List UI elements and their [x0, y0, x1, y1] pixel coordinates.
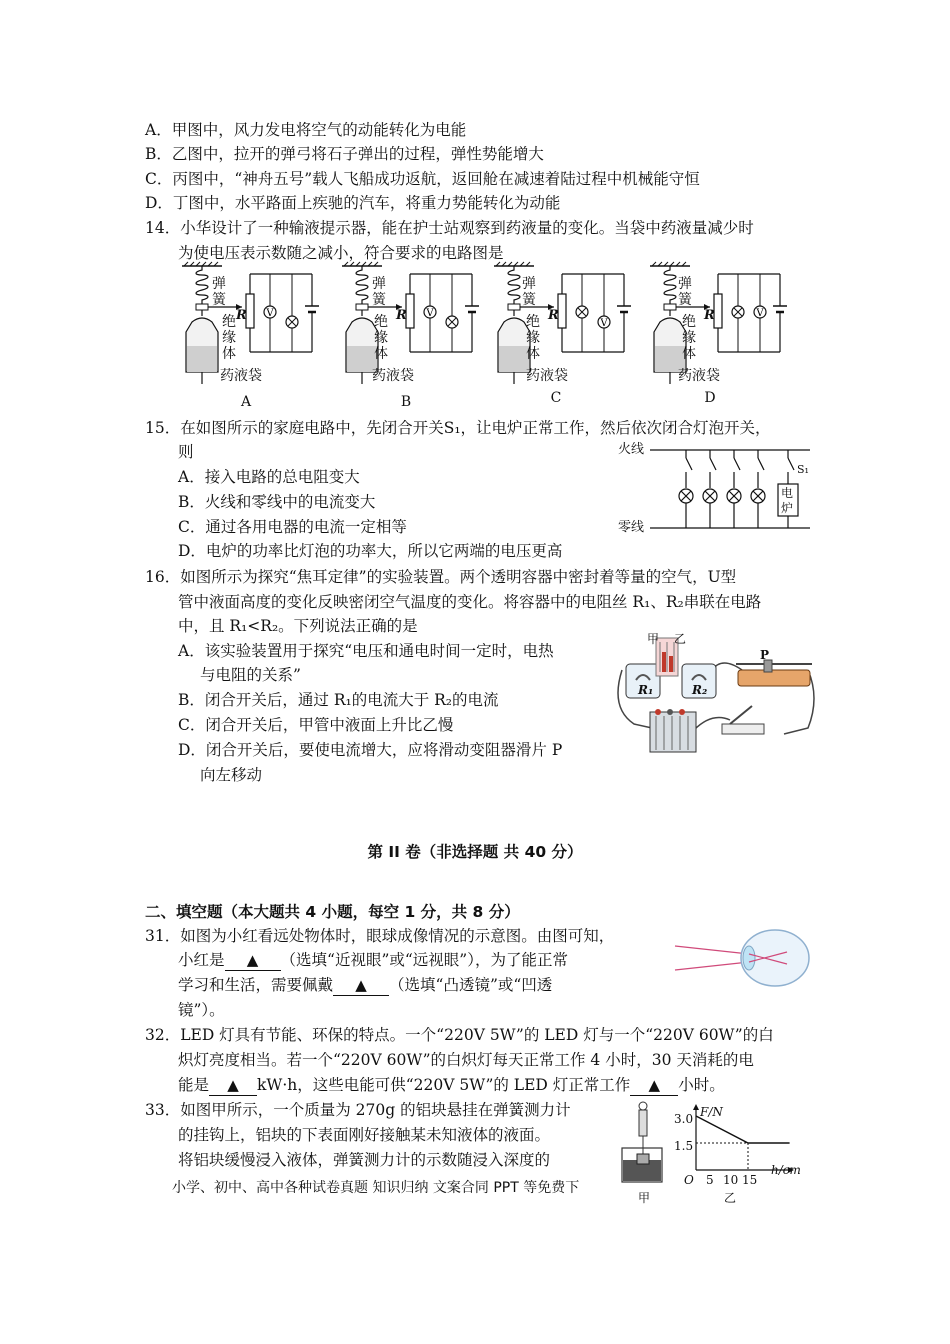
q32-stem-line3: 能是 ▲ kW·h，这些电能可供“220V 5W”的 LED 灯正常工作 ▲ 小时。	[178, 1076, 725, 1094]
q13-option-d: D．丁图中，水平路面上疾驰的汽车，将重力势能转化为动能	[145, 194, 561, 212]
q32-answer-blank-2[interactable]: ▲	[630, 1075, 678, 1096]
q33-spring-scale-figure	[618, 1100, 668, 1190]
q33-stem-line3: 将铝块缓慢浸入液体，弹簧测力计的示数随浸入深度的	[178, 1151, 551, 1169]
q14-spring-label-b: 弹 簧	[372, 276, 386, 308]
q31-stem-line2: 小红是 ▲ （选填“近视眼”或“远视眼”），为了能正常	[178, 951, 568, 969]
q16-tube-jia-label: 甲	[647, 632, 660, 646]
q14-bag-label-b: 药液袋	[372, 368, 414, 384]
q16-r2-label: R₂	[692, 683, 708, 697]
q33-fig-yi-label: 乙	[724, 1191, 737, 1205]
q16-option-a-line2: 与电阻的关系”	[200, 666, 301, 684]
q14-stem-line1: 14．小华设计了一种输液提示器，能在护士站观察到药液量的变化。当袋中药液量减少时	[145, 219, 754, 237]
q14-caption-d: D	[704, 390, 716, 406]
q14-r-label-d: R	[704, 308, 715, 323]
q14-r-label-b: R	[396, 308, 407, 323]
q14-spring-label-a: 弹 簧	[212, 276, 226, 308]
page-footer-text: 小学、初中、高中各种试卷真题 知识归纳 文案合同 PPT 等免费下	[172, 1180, 580, 1196]
q31-stem-line1: 31．如图为小红看远处物体时，眼球成像情况的示意图。由图可知，	[145, 927, 615, 945]
q16-r1-label: R₁	[638, 683, 654, 697]
q31-stem-line3: 学习和生活，需要佩戴 ▲ （选填“凸透镜”或“凹透	[178, 976, 553, 994]
q33-x-tick-10: 10	[723, 1173, 739, 1187]
q15-neutral-wire-label: 零线	[618, 520, 645, 535]
q15-live-wire-label: 火线	[618, 442, 645, 457]
q14-caption-c: C	[550, 390, 562, 406]
q15-option-d: D．电炉的功率比灯泡的功率大，所以它两端的电压更高	[178, 542, 563, 560]
q15-household-circuit-figure	[650, 440, 820, 540]
q33-y-axis-label: F/N	[700, 1105, 723, 1119]
q13-option-c: C．丙图中，“神舟五号”载人飞船成功返航，返回舱在减速着陆过程中机械能守恒	[145, 170, 700, 188]
section2-title: 第 II 卷（非选择题 共 40 分）	[367, 843, 583, 861]
q15-option-b: B．火线和零线中的电流变大	[178, 493, 376, 511]
q16-stem-line2: 管中液面高度的变化反映密闭空气温度的变化。将容器中的电阻丝 R₁、R₂串联在电路	[178, 593, 762, 611]
q14-insulator-label-c: 绝 缘 体	[526, 314, 540, 362]
q15-stem-line1: 15．在如图所示的家庭电路中，先闭合开关S₁，让电炉正常工作，然后依次闭合灯泡开关，	[145, 419, 771, 437]
q32-stem-line1: 32．LED 灯具有节能、环保的特点。一个“220V 5W”的 LED 灯与一个“220V 60W”的白	[145, 1026, 774, 1044]
q33-y-tick-1-5: 1.5	[674, 1139, 694, 1153]
part2-heading: 二、填空题（本大题共 4 小题，每空 1 分，共 8 分）	[145, 903, 520, 921]
q31-stem-line4: 镜”）。	[178, 1001, 225, 1019]
q14-stem-line2: 为使电压表示数随之减小，符合要求的电路图是	[178, 244, 504, 262]
q33-x-tick-origin: O	[684, 1173, 694, 1187]
q33-stem-line1: 33．如图甲所示，一个质量为 270g 的铝块悬挂在弹簧测力计	[145, 1101, 571, 1119]
q16-option-d-line1: D．闭合开关后，要使电流增大，应将滑动变阻器滑片 P	[178, 741, 563, 759]
q15-stove-label: 电 炉	[781, 486, 794, 515]
q33-x-tick-15: 15	[742, 1173, 758, 1187]
q14-insulator-label-a: 绝 缘 体	[222, 314, 236, 362]
q13-option-b: B．乙图中，拉开的弹弓将石子弹出的过程，弹性势能增大	[145, 145, 544, 163]
q14-bag-label-a: 药液袋	[220, 368, 262, 384]
q13-option-a: A．甲图中，风力发电将空气的动能转化为电能	[145, 121, 467, 139]
q14-spring-label-c: 弹 簧	[522, 276, 536, 308]
q31-answer-blank-2[interactable]: ▲	[333, 975, 389, 996]
q14-spring-label-d: 弹 簧	[678, 276, 692, 308]
q14-r-label-a: R	[236, 308, 247, 323]
q16-option-d-line2: 向左移动	[200, 766, 263, 784]
q16-stem-line1: 16．如图所示为探究“焦耳定律”的实验装置。两个透明容器中密封着等量的空气，U型	[145, 568, 737, 586]
q14-bag-label-c: 药液袋	[526, 368, 568, 384]
q16-option-b: B．闭合开关后，通过 R₁的电流大于 R₂的电流	[178, 691, 499, 709]
q31-eye-diagram	[675, 928, 815, 988]
q15-stem-line2: 则	[178, 443, 194, 461]
q14-caption-b: B	[400, 394, 412, 410]
q14-insulator-label-b: 绝 缘 体	[374, 314, 388, 362]
q32-stem-line2: 炽灯亮度相当。若一个“220V 60W”的白炽灯每天正常工作 4 小时，30 天消耗的电	[178, 1051, 754, 1069]
q16-stem-line3: 中，且 R₁<R₂。下列说法正确的是	[178, 617, 418, 635]
q15-switch-s1-label: S₁	[797, 463, 809, 476]
q16-option-a-line1: A．该实验装置用于探究“电压和通电时间一定时，电热	[178, 642, 554, 660]
q14-circuit-figure: V	[172, 262, 782, 412]
q16-slider-p-label: P	[760, 648, 770, 662]
q31-answer-blank-1[interactable]: ▲	[225, 950, 281, 971]
q33-fig-jia-label: 甲	[638, 1191, 651, 1205]
q15-option-c: C．通过各用电器的电流一定相等	[178, 518, 407, 536]
q33-stem-line2: 的挂钩上，铝块的下表面刚好接触某未知液体的液面。	[178, 1126, 551, 1144]
q16-option-c: C．闭合开关后，甲管中液面上升比乙慢	[178, 716, 454, 734]
q33-y-tick-3: 3.0	[674, 1112, 694, 1126]
q14-bag-label-d: 药液袋	[678, 368, 720, 384]
q14-insulator-label-d: 绝 缘 体	[682, 314, 696, 362]
q14-caption-a: A	[240, 394, 252, 410]
q33-x-tick-5: 5	[706, 1173, 714, 1187]
q15-option-a: A．接入电路的总电阻变大	[178, 468, 360, 486]
q16-tube-yi-label: 乙	[674, 632, 687, 646]
q33-x-axis-label: h/cm	[771, 1163, 801, 1177]
q14-r-label-c: R	[548, 308, 559, 323]
q32-answer-blank-1[interactable]: ▲	[209, 1075, 257, 1096]
